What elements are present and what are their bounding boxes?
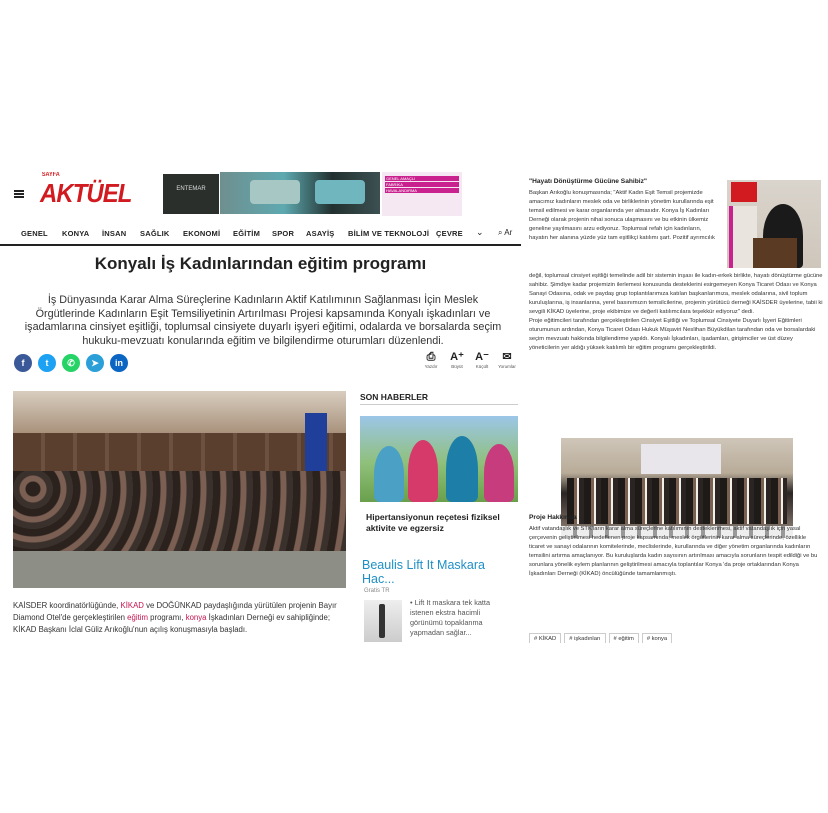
- latest-news-image[interactable]: [360, 416, 518, 502]
- telegram-share-icon[interactable]: ➤: [86, 354, 104, 372]
- comments-button[interactable]: [497, 350, 517, 369]
- news-page-right: [521, 168, 828, 643]
- project-about-section: [529, 514, 823, 579]
- category-nav: [0, 220, 521, 246]
- site-logo[interactable]: SAYFA AKTÜEL: [40, 172, 132, 208]
- banner-ad-contact[interactable]: [464, 174, 518, 214]
- comment-icon: ✉: [502, 351, 512, 363]
- font-increase-icon: A⁺: [450, 351, 464, 363]
- article-paragraph-1: Başkan Arıkoğlu konuşmasında; "Aktif Kadın Eşit Temsil projemizde amacımız kadınların meslek oda ve birliklerinin yönetim kurullarında eşit temsil edilmesi ve karar organlarında yer almasıdır. Konya İş Kadınları Derneği olarak projenin nihai sonuca ulaşmasını ve bu etkinin ülkemiz geneline yayılmasını arzu ediyoruz. Toplumsal refah için kadınların, hayatın her alanına yüzde yüz tam eşitlikçi katılımı şart. Pozitif ayrımcılık: [529, 190, 715, 241]
- font-increase-label: Büyüt: [451, 364, 463, 369]
- latest-news-title[interactable]: Hipertansiyonun reçetesi fiziksel aktivite ve egzersiz: [366, 512, 500, 533]
- article-body-top: [529, 178, 719, 243]
- tag-link-kikad[interactable]: KİKAD: [120, 601, 144, 610]
- tag-link-konya[interactable]: konya: [185, 613, 207, 622]
- mascara-product-image[interactable]: [364, 600, 402, 642]
- banner-ad-ventilation[interactable]: GENEL AMAÇLI FABRİKA HAVALANDIRMA: [382, 172, 462, 216]
- article-paragraph-2: değil, toplumsal cinsiyet eşitliği temelinde adil bir sistemin inşası ile kadın-erkek birlikte, hayatı dönüştürme gücüne sahibiz. Şimdiye kadar projemizin ilerlemesi konusunda desteklerini esirgemeyen Konya Ticaret Odası ve Konya Sanayi Odasına, odak ve paydaş grup toplantılarımıza katılan başkanlarımıza, meslek odalarına, sivil toplum kuruluşlarına, iş insanlarına, yerel basınımızın temsilcilerine, projenin yürütücü derneği KAİSDER üyelerine, tabii ki sevgili KİKAD üyelerine, proje ekibimize ve değerli katılımcılara teşekkür ediyoruz" dedi.: [529, 273, 823, 315]
- tag-egitim[interactable]: # eğitim: [609, 633, 639, 643]
- nav-item-konya[interactable]: KONYA: [62, 229, 90, 238]
- comments-label: Yorumlar: [498, 364, 516, 369]
- nav-item-insan[interactable]: İNSAN: [102, 229, 127, 238]
- section-heading-quote: "Hayatı Dönüştürme Gücüne Sahibiz": [529, 178, 647, 185]
- nav-item-asayis[interactable]: ASAYİŞ: [306, 229, 335, 238]
- banner-ad-vehicles[interactable]: [220, 172, 380, 214]
- printer-icon: ⎙: [426, 351, 436, 363]
- search-icon[interactable]: ⌕ Ar: [498, 228, 513, 237]
- article-paragraph-4: Aktif vatandaşlık ve STK'ların karar alma süreçlerine katılımının desteklenmesi, aktif vatandaşlık için yasal çerçevenin geliştirilmesi hedeflenen proje kapsamında; meslek örgütlerinin karar alma süreçlerinde, özellikle ticaret ve sanayi odalarının komitelerinde, meclislerinde, kurullarında ve diğer yönetim organlarında kadınların temsilini artırma amaçlanıyor. Bu kuruluşlarda kadın sayısının artırılması amacıyla sorunların tespit edildiği ve bu sorunlara yönelik eylem planlarının geliştirilmesi amacıyla toplantılar Konya 'da proje ortaklarından Konya İşkadınları Derneği (KİKAD) öncülüğünde tamamlanmıştı.: [529, 526, 818, 577]
- photo-caption: KAİSDER koordinatörlüğünde, KİKAD ve DOĞÜNKAD paydaşlığında yürütülen projenin Bayır Diamond Otel'de gerçekleştirilen eğitim programı, konya İşkadınları Derneği ev sahipliğinde; KİKAD Başkanı İclal Güliz Arıkoğlu'nun açılış konuşmasıyla başladı.: [13, 601, 337, 634]
- latest-news-heading: SON HABERLER: [360, 392, 429, 402]
- tag-kikad[interactable]: # KİKAD: [529, 633, 561, 643]
- speaker-photo: [727, 180, 821, 268]
- banner-ad-entemar[interactable]: ENTEMAR: [163, 174, 219, 214]
- nav-more-label: Ar: [504, 228, 513, 237]
- facebook-share-icon[interactable]: f: [14, 354, 32, 372]
- article-title: Konyalı İş Kadınlarından eğitim programı: [94, 254, 427, 273]
- nav-item-spor[interactable]: SPOR: [272, 229, 295, 238]
- chevron-down-icon[interactable]: ⌄: [476, 227, 484, 237]
- sponsored-ad[interactable]: [362, 598, 518, 643]
- sponsored-ad-text: • Lift It maskara tek katta istenen ekstra hacimli görünümü topaklanma yapmadan sağlar...: [410, 598, 491, 637]
- tag-list: [529, 627, 675, 641]
- nav-item-genel[interactable]: GENEL: [21, 229, 48, 238]
- whatsapp-share-icon[interactable]: ✆: [62, 354, 80, 372]
- linkedin-share-icon[interactable]: in: [110, 354, 128, 372]
- font-decrease-button[interactable]: [472, 350, 492, 369]
- article-paragraph-3: Proje eğitimcileri tarafından gerçekleştirilen Cinsiyet Eşitliği ve Toplumsal Cinsiyete Duyarlı İşyeri Eğitimleri oturumunun ardından, Konya Ticaret Odası Hukuk Müşaviri Neslihan Büyükdilan tarafından oda ve borsalardaki seçim mevzuatı hakkında bilgilendirme yapıldı. Konyalı İşkadınları, işadamları, girişimciler ve üst düzey yöneticilerin yer aldığı yüksek katılımlı bir eğitim programı gerçekleştirildi.: [529, 318, 816, 351]
- menu-icon[interactable]: [14, 190, 24, 198]
- twitter-share-icon[interactable]: t: [38, 354, 56, 372]
- nav-item-cevre[interactable]: ÇEVRE: [436, 229, 463, 238]
- font-decrease-icon: A⁻: [475, 351, 489, 363]
- sponsored-ad-title[interactable]: Beaulis Lift It Maskara Hac...: [362, 558, 485, 586]
- print-label: Yazdır: [424, 364, 438, 369]
- nav-item-bilim[interactable]: BİLİM VE TEKNOLOJİ: [348, 229, 430, 238]
- tag-konya[interactable]: # konya: [642, 633, 672, 643]
- print-button[interactable]: [421, 350, 441, 369]
- tag-iskadinlari[interactable]: # işkadınları: [564, 633, 605, 643]
- sponsored-ad-source: Gratis TR: [364, 588, 390, 594]
- tag-link-egitim[interactable]: eğitim: [127, 613, 148, 622]
- section-heading-project: Proje Hakkında: [529, 514, 577, 521]
- nav-item-saglik[interactable]: SAĞLIK: [140, 229, 170, 238]
- article-lead: İş Dünyasında Karar Alma Süreçlerine Kadınların Aktif Katılımının Sağlanması İçin Meslek Örgütlerinde Kadınların Eşit Temsiliyetinin Artırılması Projesi kapsamında Konyalı işkadınları ve işadamlarına cinsiyet eşitliği, toplumsal cinsiyete duyarlı işyeri eğitimi, odalarda ve borsalarda seçim hukuku-mevzuatı konularında eğitim ve bilgilendirme oturumları düzenlendi.: [24, 294, 502, 347]
- font-increase-button[interactable]: [447, 350, 467, 369]
- site-header: [0, 168, 521, 220]
- nav-item-ekonomi[interactable]: EKONOMİ: [183, 229, 221, 238]
- nav-item-egitim[interactable]: EĞİTİM: [233, 229, 261, 238]
- news-page-left: [0, 168, 521, 643]
- font-decrease-label: Küçült: [475, 364, 489, 369]
- article-body-rest: [529, 272, 823, 353]
- article-photo: [13, 391, 346, 588]
